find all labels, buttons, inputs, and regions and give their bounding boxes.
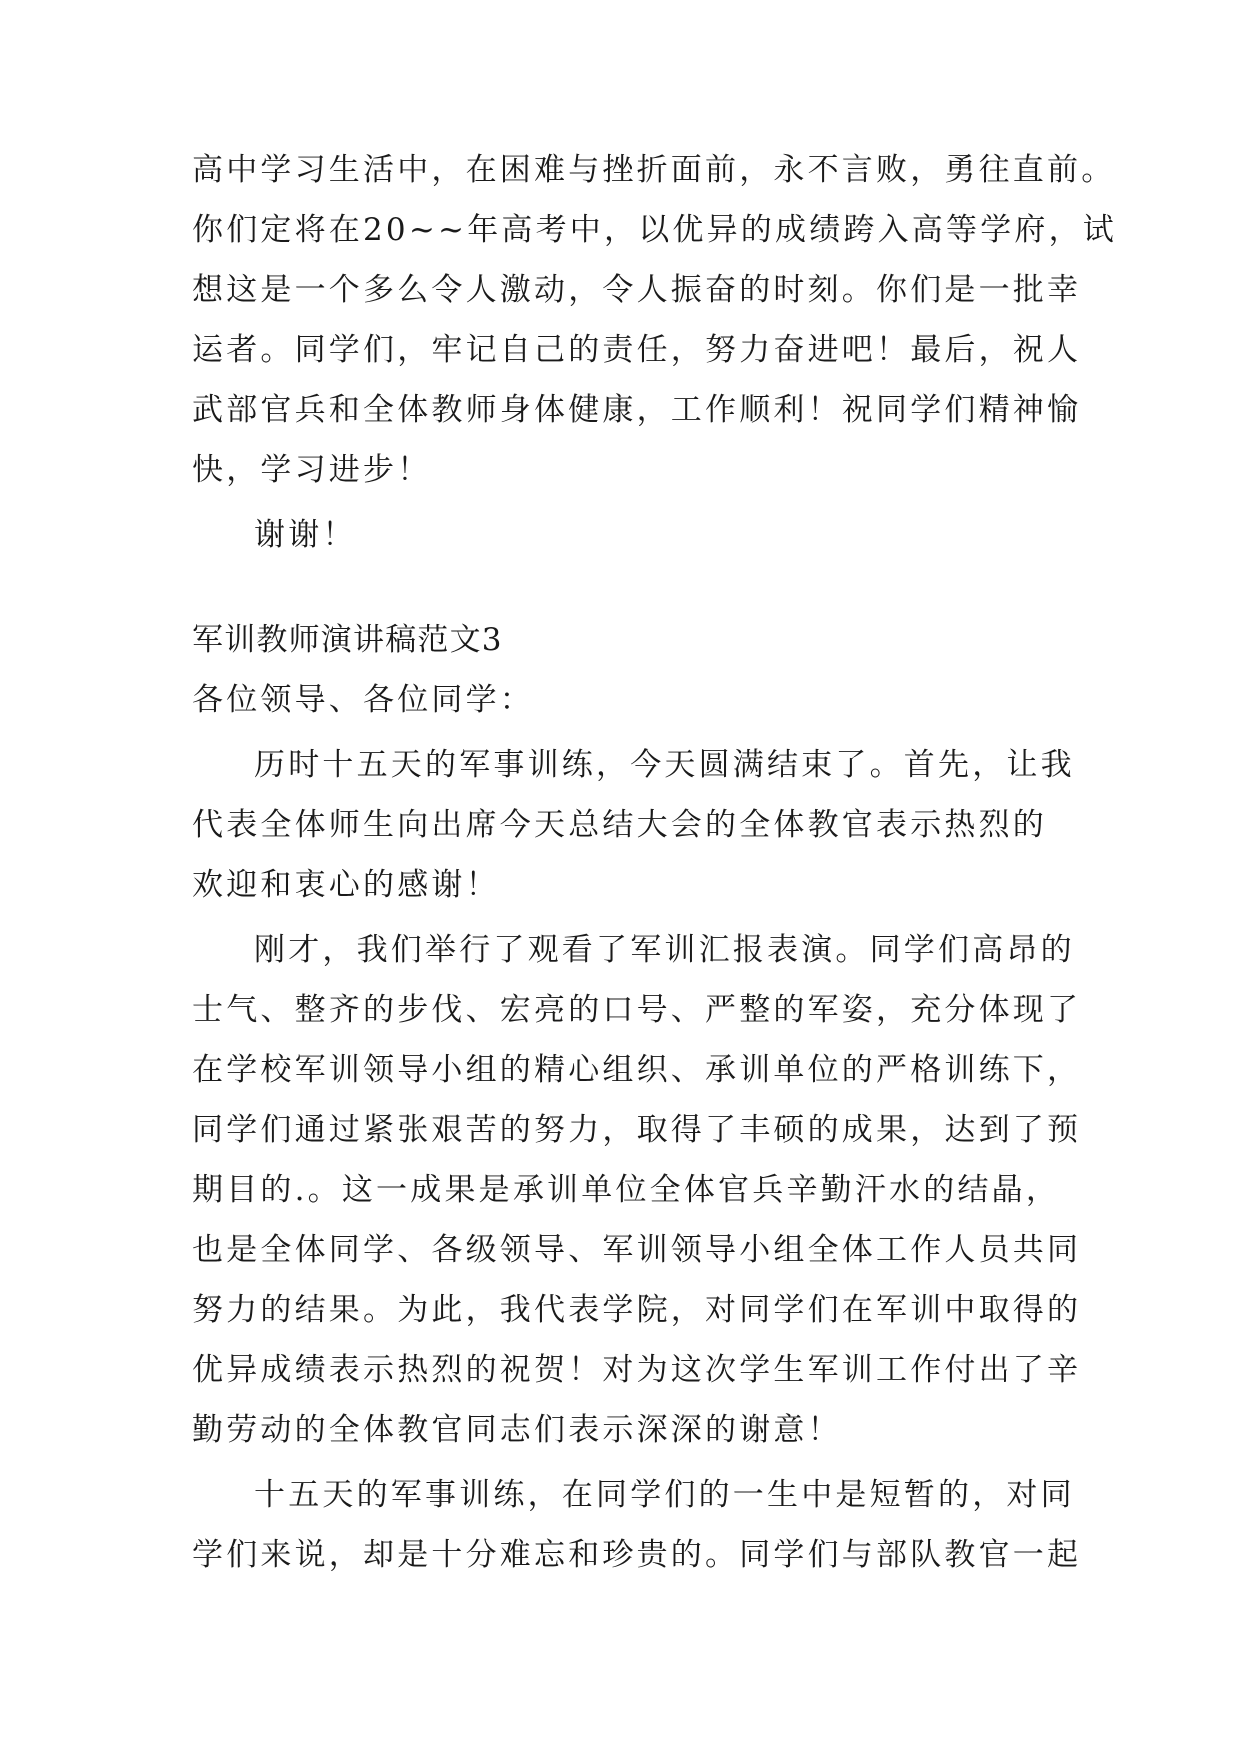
text-line: 优异成绩表示热烈的祝贺！对为这次学生军训工作付出了辛	[192, 1352, 1082, 1388]
section-title: 军训教师演讲稿范文3	[192, 622, 503, 658]
text-line: 你们定将在20~~年高考中，以优异的成绩跨入高等学府，试	[192, 212, 1117, 248]
text-line: 同学们通过紧张艰苦的努力，取得了丰硕的成果，达到了预	[192, 1112, 1082, 1148]
thanks-line: 谢谢！	[254, 517, 357, 553]
text-line: 想这是一个多么令人激动，令人振奋的时刻。你们是一批幸	[192, 272, 1082, 308]
text-line: 期目的.。这一成果是承训单位全体官兵辛勤汗水的结晶，	[192, 1172, 1061, 1208]
text-line: 历时十五天的军事训练，今天圆满结束了。首先，让我	[254, 747, 1075, 783]
text-line: 也是全体同学、各级领导、军训领导小组全体工作人员共同	[192, 1232, 1082, 1268]
text-line: 代表全体师生向出席今天总结大会的全体教官表示热烈的	[192, 807, 1047, 843]
text-line: 士气、整齐的步伐、宏亮的口号、严整的军姿，充分体现了	[192, 992, 1082, 1028]
text-line: 努力的结果。为此，我代表学院，对同学们在军训中取得的	[192, 1292, 1082, 1328]
text-line: 刚才，我们举行了观看了军训汇报表演。同学们高昂的	[254, 932, 1075, 968]
text-line: 勤劳动的全体教官同志们表示深深的谢意！	[192, 1412, 842, 1448]
text-line: 快，学习进步！	[192, 452, 432, 488]
text-line: 十五天的军事训练，在同学们的一生中是短暂的，对同	[254, 1477, 1075, 1513]
salutation: 各位领导、各位同学：	[192, 682, 534, 718]
text-line: 欢迎和衷心的感谢！	[192, 867, 500, 903]
text-line: 在学校军训领导小组的精心组织、承训单位的严格训练下，	[192, 1052, 1082, 1088]
text-line: 运者。同学们，牢记自己的责任，努力奋进吧！最后，祝人	[192, 332, 1082, 368]
text-line: 学们来说，却是十分难忘和珍贵的。同学们与部队教官一起	[192, 1537, 1082, 1573]
text-line: 高中学习生活中，在困难与挫折面前，永不言败，勇往直前。	[192, 152, 1116, 188]
text-line: 武部官兵和全体教师身体健康，工作顺利！祝同学们精神愉	[192, 392, 1082, 428]
